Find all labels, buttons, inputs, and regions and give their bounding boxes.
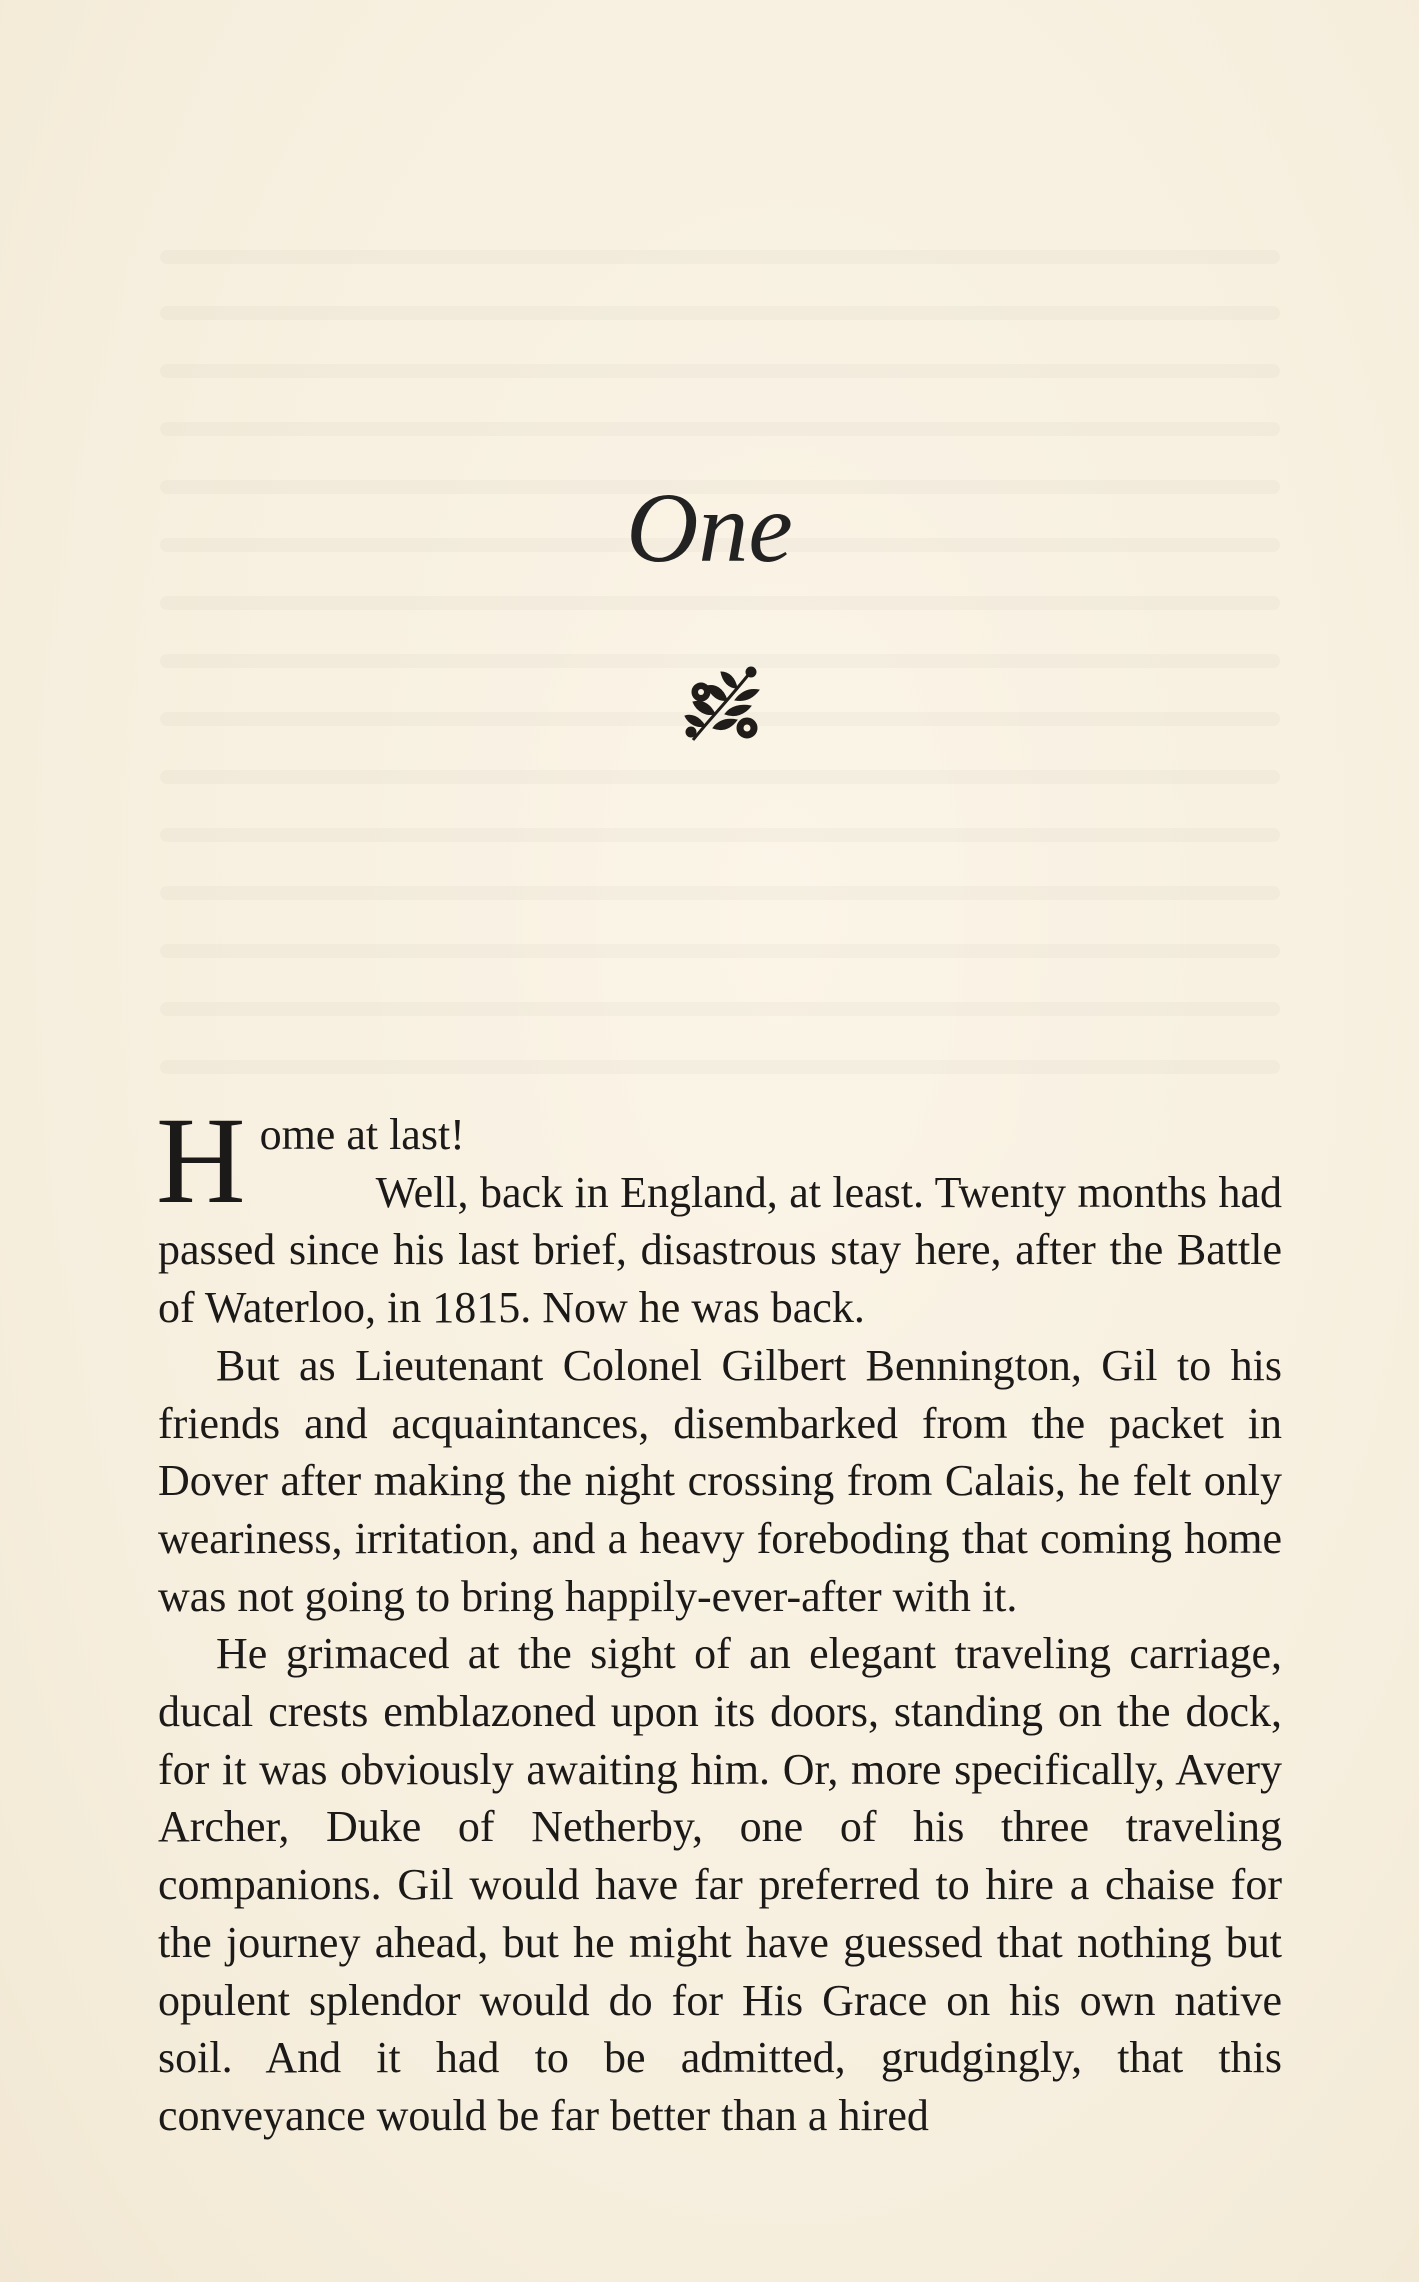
show-through-line [160,886,1280,900]
show-through-line [160,1002,1280,1016]
paragraph-2: But as Lieutenant Colonel Gilbert Bennington, Gil to his friends and acquaintances, disembarked from the packet in Dover after making the night crossing from Calais, he felt only weariness, irritation, and a heavy foreboding that coming home was not going to bring happily-ever-after with it. [158,1340,1282,1621]
show-through-line [160,596,1280,610]
opening-line: ome at last! [259,1110,465,1159]
show-through-line [160,828,1280,842]
show-through-line [160,250,1280,264]
show-through-line [160,1060,1280,1074]
show-through-line [160,770,1280,784]
show-through-line [160,422,1280,436]
chapter-title: One [626,472,793,583]
show-through-line [160,364,1280,378]
show-through-line [160,306,1280,320]
drop-cap: H [156,1092,246,1229]
opening-paragraph [156,1092,1282,1337]
show-through-line [160,944,1280,958]
paragraph-1: Well, back in England, at least. Twenty months had passed since his last brief, disastrous stay here, after the Battle of Waterloo, in 1815. Now he was back. [158,1167,1282,1333]
paragraph-3: He grimaced at the sight of an elegant traveling carriage, ducal crests emblazoned upon its doors, standing on the dock, for it was obviously awaiting him. Or, more specifically, Avery Archer, Duke of Netherby, one of his three traveling companions. Gil would have far preferred to hire a chaise for the journey ahead, but he might have guessed that nothing but opulent splendor would do for His Grace on his own native soil. And it had to be admitted, grudgingly, that this conveyance would be far better than a hired [158,1629,1282,2140]
floral-sprig-icon [679,662,763,746]
chapter-body-text [156,1092,1282,2145]
